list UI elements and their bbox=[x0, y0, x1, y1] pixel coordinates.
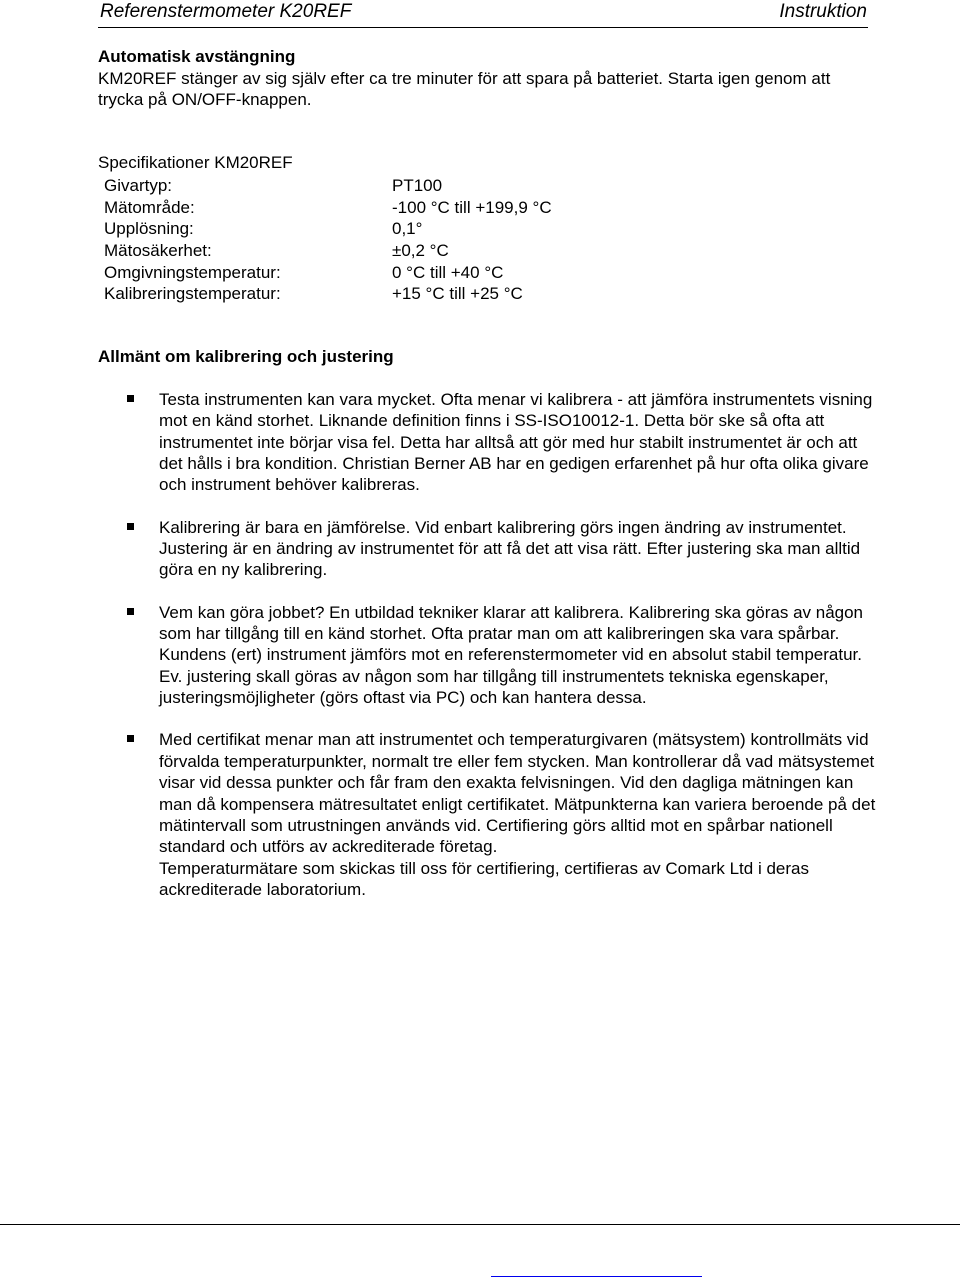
footer-divider bbox=[0, 1224, 960, 1225]
spec-value: +15 °C till +25 °C bbox=[392, 284, 523, 304]
square-bullet-icon bbox=[127, 395, 134, 402]
spec-label: Mätområde: bbox=[104, 197, 195, 217]
list-item bbox=[98, 729, 878, 900]
spec-label: Kalibreringstemperatur: bbox=[104, 284, 281, 304]
spec-row bbox=[104, 197, 704, 219]
specs-title: Specifikationer KM20REF bbox=[98, 153, 293, 172]
spec-label: Mätosäkerhet: bbox=[104, 241, 212, 261]
auto-off-section bbox=[98, 46, 858, 111]
spec-label: Upplösning: bbox=[104, 219, 194, 239]
auto-off-heading: Automatisk avstängning bbox=[98, 47, 296, 66]
spec-row bbox=[104, 175, 704, 197]
bullet-paragraph: Testa instrumenten kan vara mycket. Ofta menar vi kalibrera - att jämföra instrumentets visning mot en känd storhet. Liknande definition finns i SS-ISO10012-1. Detta bör ske så ofta att instrumentet inte börjar visa fel. Detta har alltså att gör med hur stabilt instrumentet är och att det hålls i bra kondition. Christian Berner AB har en gedigen erfarenhet på hur ofta olika givare och instrument behöver kalibreras. bbox=[159, 390, 873, 495]
list-item bbox=[98, 389, 878, 496]
specs-table bbox=[104, 175, 704, 305]
spec-value: 0 °C till +40 °C bbox=[392, 262, 504, 282]
square-bullet-icon bbox=[127, 735, 134, 742]
spec-row bbox=[104, 218, 704, 240]
spec-value: 0,1° bbox=[392, 219, 423, 239]
page-header bbox=[98, 0, 868, 28]
spec-row bbox=[104, 262, 704, 284]
bullet-paragraph: Temperaturmätare som skickas till oss för certifiering, certifieras av Comark Ltd i deras ackrediterade laboratorium. bbox=[159, 858, 809, 899]
spec-row bbox=[104, 283, 704, 305]
spec-value: ±0,2 °C bbox=[392, 241, 449, 261]
bullet-paragraph: Vem kan göra jobbet? En utbildad tekniker klarar att kalibrera. Kalibrering ska göras av någon som har tillgång till en känd storhet. Ofta pratar man om att kalibreringen ska vara spårbar. Kundens (ert) instrument jämförs mot en referenstermometer vid en absolut stabil temperatur. bbox=[159, 602, 864, 665]
document-title: Referenstermometer K20REF bbox=[100, 1, 352, 22]
square-bullet-icon bbox=[127, 608, 134, 615]
spec-value: PT100 bbox=[392, 176, 443, 195]
bullet-paragraph: Ev. justering skall göras av någon som har tillgång till instrumentets tekniska egenskaper, justeringsmöjligheter (görs oftast via PC) och kan hantera dessa. bbox=[159, 666, 829, 708]
footer-link-underline[interactable] bbox=[491, 1276, 702, 1277]
bullet-paragraph: Med certifikat menar man att instrumentet och temperaturgivaren (mätsystem) kontrollmäts vid förvalda temperaturpunkter, normalt tre eller fem stycken. Man kontrollerar då vad mätsystemet visar vid dessa punkter och får fram den exakta felvisningen. Vid den dagliga mätningen kan man då kompensera mätresultatet enligt certifikatet. Mätpunkterna kan variera beroende på det mätintervall som utrustningen används vid. Certifiering görs alltid mot en spårbar nationell standard och utförs av ackrediterade företag. bbox=[159, 730, 876, 857]
spec-value: -100 °C till +199,9 °C bbox=[392, 197, 552, 217]
list-item bbox=[98, 517, 878, 581]
square-bullet-icon bbox=[127, 523, 134, 530]
spec-label: Givartyp: bbox=[104, 176, 173, 195]
spec-label: Omgivningstemperatur: bbox=[104, 262, 281, 282]
auto-off-text: KM20REF stänger av sig själv efter ca tre minuter för att spara på batteriet. Starta igen genom att trycka på ON/OFF-knappen. bbox=[98, 68, 831, 109]
list-item bbox=[98, 602, 878, 709]
document-type: Instruktion bbox=[779, 1, 867, 22]
bullet-paragraph: Kalibrering är bara en jämförelse. Vid enbart kalibrering görs ingen ändring av instrumentet. Justering är en ändring av instrumentet för att få det att visa rätt. Efter justering ska man alltid göra en ny kalibrering. bbox=[159, 517, 861, 580]
bullet-list bbox=[98, 389, 878, 921]
spec-row bbox=[104, 240, 704, 262]
general-heading: Allmänt om kalibrering och justering bbox=[98, 347, 394, 366]
